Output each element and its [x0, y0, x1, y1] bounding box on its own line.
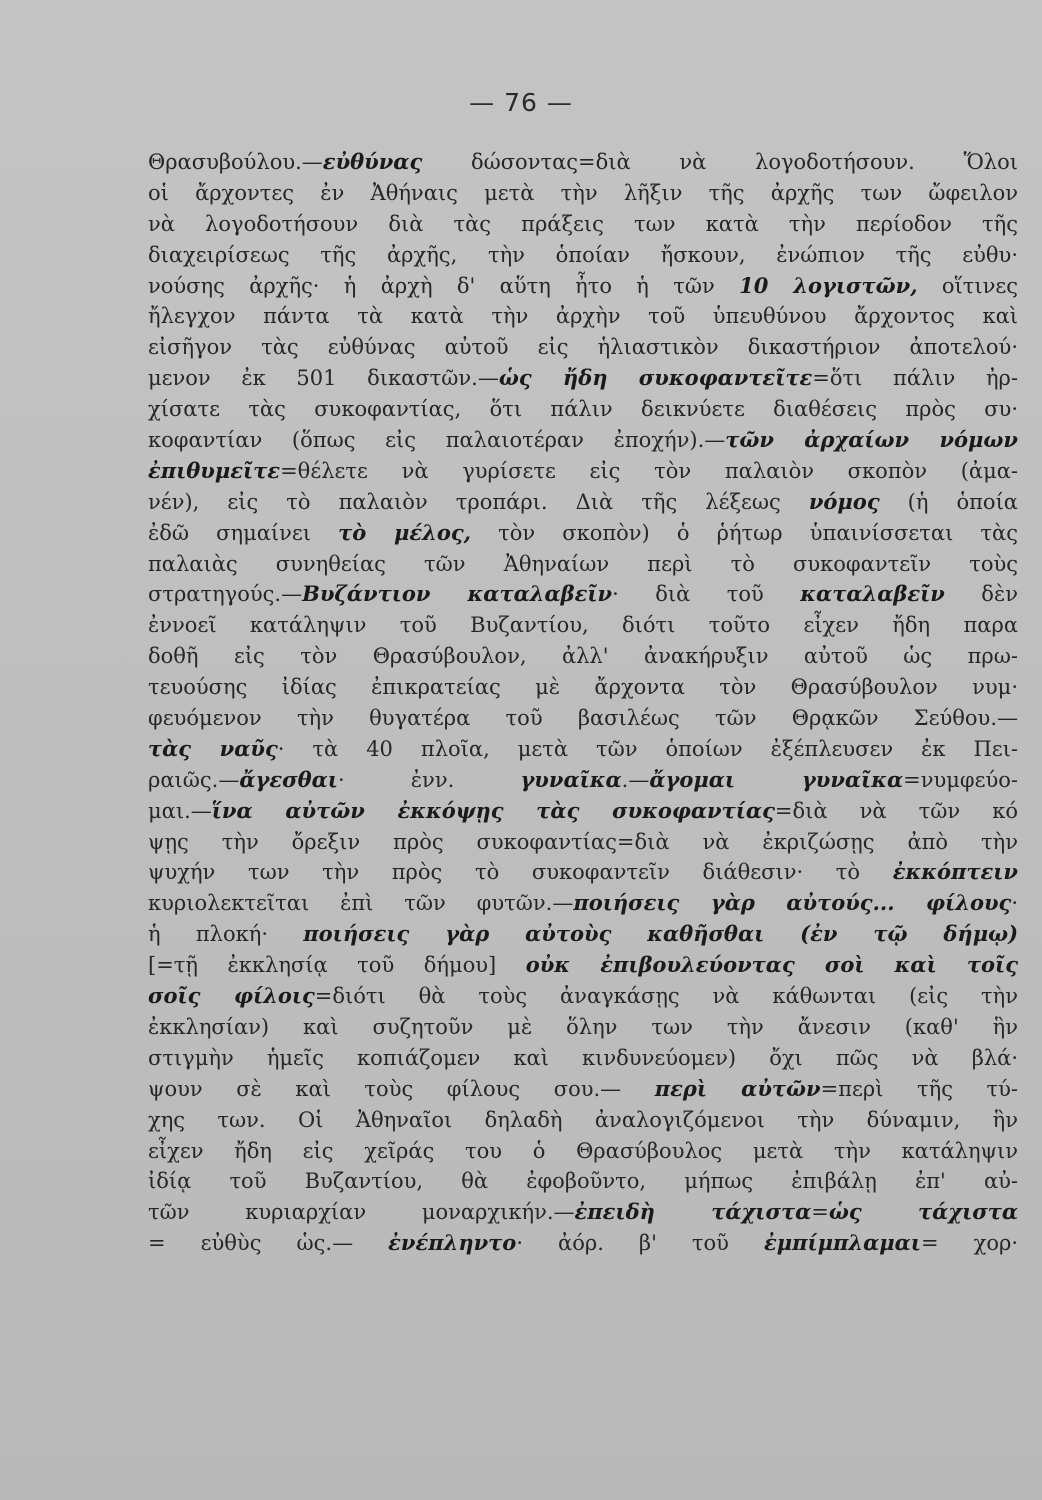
text-run: ψυχήν των τὴν πρὸς τὸ συκοφαντεῖν διάθεσιν· τὸ [148, 860, 893, 885]
text-line [148, 271, 1018, 302]
text-run: =περὶ τῆς τύ- [820, 1076, 1018, 1101]
bold-term: σοῖς φίλοις [148, 983, 315, 1009]
text-run: [=τῇ ἐκκλησίᾳ τοῦ δήμου] [148, 953, 526, 978]
text-line [148, 765, 1018, 796]
text-line [148, 394, 1018, 425]
text-run: · ἐνν. [337, 767, 521, 792]
text-run: τευούσης ἰδίας ἐπικρατείας μὲ ἄρχοντα τὸν Θρασύβουλον νυμ· [148, 675, 1018, 700]
text-line [148, 1228, 1018, 1259]
bold-term: νόμος [808, 488, 880, 514]
text-line [148, 1136, 1018, 1167]
text-line [148, 579, 1018, 610]
text-line [148, 641, 1018, 672]
bold-term: τὰς ναῦς [148, 735, 278, 761]
text-line [148, 610, 1018, 641]
bold-term: τῶν ἀρχαίων νόμων [725, 427, 1018, 453]
text-line [148, 178, 1018, 209]
text-line [148, 209, 1018, 240]
text-run: ψῃς τὴν ὄρεξιν πρὸς συκοφαντίας=διὰ νὰ ἐκριζώσῃς ἀπὸ τὴν [148, 829, 1018, 854]
text-run: διαχειρίσεως τῆς ἀρχῆς, τὴν ὁποίαν ἤσκουν, ἐνώπιον τῆς εὐθυ· [148, 242, 1018, 267]
text-run: ἤλεγχον πάντα τὰ κατὰ τὴν ἀρχὴν τοῦ ὑπευθύνου ἄρχοντος καὶ [148, 304, 1018, 329]
text-run: = χορ· [920, 1231, 1018, 1256]
text-run: στιγμὴν ἡμεῖς κοπιάζομεν καὶ κινδυνεύομεν) ὄχι πῶς νὰ βλά· [148, 1045, 1018, 1070]
text-run: φευόμενον τὴν θυγατέρα τοῦ βασιλέως τῶν Θρᾳκῶν Σεύθου.— [148, 706, 1018, 731]
bold-term: 10 λογιστῶν, [739, 272, 918, 298]
text-line [148, 734, 1018, 765]
bold-term: οὐκ ἐπιβουλεύοντας σοὶ καὶ τοῖς [525, 952, 1018, 978]
bold-term: ὡς τάχιστα [828, 1199, 1018, 1225]
text-run: ψουν σὲ καὶ τοὺς φίλους σου.— [148, 1076, 655, 1101]
bold-term: ἐνέπληντο [388, 1230, 517, 1256]
text-run: ραιῶς.— [148, 767, 240, 792]
text-line [148, 1105, 1018, 1136]
text-run: χης των. Οἱ Ἀθηναῖοι δηλαδὴ ἀναλογιζόμενοι τὴν δύναμιν, ἣν [148, 1107, 1018, 1132]
page-number: — 76 — [469, 88, 573, 117]
text-run: = εὐθὺς ὡς.— [148, 1231, 389, 1256]
text-run: =διότι θὰ τοὺς ἀναγκάσῃς νὰ κάθωνται (εἰς τὴν [314, 984, 1018, 1009]
text-line [148, 919, 1018, 950]
text-run: ἰδίᾳ τοῦ Βυζαντίου, θὰ ἐφοβοῦντο, μήπως ἐπιβάλῃ ἐπ' αὐ- [148, 1169, 1018, 1194]
text-run: · τὰ 40 πλοῖα, μετὰ τῶν ὁποίων ἐξέπλευσεν ἐκ Πει- [277, 736, 1018, 761]
text-run: δώσοντας=διὰ νὰ λογοδοτήσουν. Ὅλοι [422, 150, 1018, 174]
bold-term: περὶ αὐτῶν [654, 1075, 821, 1101]
text-line [148, 1043, 1018, 1074]
text-run: =ὅτι πάλιν ἠρ- [812, 366, 1018, 391]
text-run: = [811, 1200, 829, 1225]
text-run: ἐκκλησίαν) καὶ συζητοῦν μὲ ὅλην των τὴν ἄνεσιν (καθ' ἣν [148, 1014, 1018, 1039]
text-line [148, 363, 1018, 394]
text-run: =θέλετε νὰ γυρίσετε εἰς τὸν παλαιὸν σκοπὸν (ἀμα- [280, 458, 1018, 483]
text-line [148, 518, 1018, 549]
text-run: νούσης ἀρχῆς· ἡ ἀρχὴ δ' αὕτη ἦτο ἡ τῶν [148, 273, 740, 298]
text-run: νέν), εἰς τὸ παλαιὸν τροπάρι. Διὰ τῆς λέξεως [148, 489, 809, 514]
text-line [148, 1074, 1018, 1105]
text-line [148, 672, 1018, 703]
text-line [148, 703, 1018, 734]
bold-term: ἐπειδὴ τάχιστα [574, 1199, 812, 1225]
text-line [148, 981, 1018, 1012]
text-line [148, 1012, 1018, 1043]
text-line [148, 549, 1018, 580]
text-run: εἰσῆγον τὰς εὐθύνας αὐτοῦ εἰς ἡλιαστικὸν δικαστήριον ἀποτελού· [148, 335, 1018, 360]
bold-term: ἐκκόπτειν [892, 859, 1018, 885]
text-run: δὲν [944, 582, 1018, 607]
text-run: στρατηγούς.— [148, 582, 303, 607]
text-run: μαι.— [148, 798, 212, 823]
text-run: εἶχεν ἤδη εἰς χεῖράς του ὁ Θρασύβουλος μετὰ τὴν κατάληψιν [148, 1138, 1018, 1163]
text-run: παλαιὰς συνηθείας τῶν Ἀθηναίων περὶ τὸ συκοφαντεῖν τοὺς [148, 551, 1018, 576]
bold-term: ποιήσεις γὰρ αὐτοὺς καθῆσθαι (ἐν τῷ δήμῳ) [303, 921, 1018, 947]
text-run: οἵτινες [917, 273, 1018, 298]
text-line [148, 1197, 1018, 1228]
text-run: · διὰ τοῦ [612, 582, 801, 607]
text-line [148, 1166, 1018, 1197]
bold-term: ὡς ἤδη συκοφαντεῖτε [498, 365, 813, 391]
text-run: μενον ἐκ 501 δικαστῶν.— [148, 366, 499, 391]
text-line [148, 487, 1018, 518]
bold-term: ἵνα αὐτῶν ἐκκόψῃς τὰς συκοφαντίας [211, 797, 775, 823]
text-line [148, 796, 1018, 827]
bold-term: ἄγεσθαι [239, 766, 338, 792]
text-line [148, 301, 1018, 332]
text-run: νὰ λογοδοτήσουν διὰ τὰς πράξεις των κατὰ τὴν περίοδον τῆς [148, 211, 1018, 236]
text-run: ἐννοεῖ κατάληψιν τοῦ Βυζαντίου, διότι τοῦτο εἶχεν ἤδη παρα [148, 613, 1018, 638]
bold-term: ἄγομαι γυναῖκα [649, 766, 904, 792]
text-run: χίσατε τὰς συκοφαντίας, ὅτι πάλιν δεικνύετε διαθέσεις πρὸς συ· [148, 397, 1018, 422]
bold-term: τὸ μέλος, [338, 519, 471, 545]
text-run: ἡ πλοκή· [148, 922, 304, 947]
text-run: · [1011, 891, 1018, 916]
text-line [148, 147, 1018, 178]
text-run: ἐδῶ σημαίνει [148, 520, 339, 545]
bold-term: γυναῖκα [520, 766, 622, 792]
text-run: .— [621, 767, 650, 792]
text-run: κυριολεκτεῖται ἐπὶ τῶν φυτῶν.— [148, 891, 574, 916]
text-run: =διὰ νὰ τῶν κό [774, 798, 1018, 823]
text-run: δοθῆ εἰς τὸν Θρασύβουλον, ἀλλ' ἀνακήρυξιν αὐτοῦ ὡς πρω- [148, 644, 1018, 669]
bold-term: ποιήσεις γὰρ αὐτούς... φίλους [573, 890, 1012, 916]
text-line [148, 827, 1018, 858]
bold-term: Βυζάντιον καταλαβεῖν [302, 581, 613, 607]
text-line [148, 888, 1018, 919]
text-run: οἱ ἄρχοντες ἐν Ἀθήναις μετὰ τὴν λῆξιν τῆς ἀρχῆς των ὤφειλον [148, 180, 1018, 205]
bold-term: καταλαβεῖν [800, 581, 945, 607]
text-run: τῶν κυριαρχίαν μοναρχικήν.— [148, 1200, 575, 1225]
text-run: κοφαντίαν (ὅπως εἰς παλαιοτέραν ἐποχήν).— [148, 428, 726, 453]
text-line [148, 950, 1018, 981]
bold-term: ἐπιθυμεῖτε [148, 457, 281, 483]
text-run: Θρασυβούλου.— [148, 150, 323, 174]
text-line [148, 425, 1018, 456]
text-line [148, 240, 1018, 271]
text-run: τὸν σκοπὸν) ὁ ῥήτωρ ὑπαινίσσεται τὰς [470, 520, 1018, 545]
text-run: =νυμφεύο- [903, 767, 1018, 792]
text-line [148, 332, 1018, 363]
text-line [148, 456, 1018, 487]
text-run: · ἀόρ. β' τοῦ [516, 1231, 764, 1256]
bold-term: ἐμπίμπλαμαι [763, 1230, 921, 1256]
bold-term: εὐθύνας [322, 149, 423, 174]
text-line [148, 857, 1018, 888]
commentary-text-block [148, 147, 1018, 1259]
text-run: (ἡ ὁποία [879, 489, 1018, 514]
